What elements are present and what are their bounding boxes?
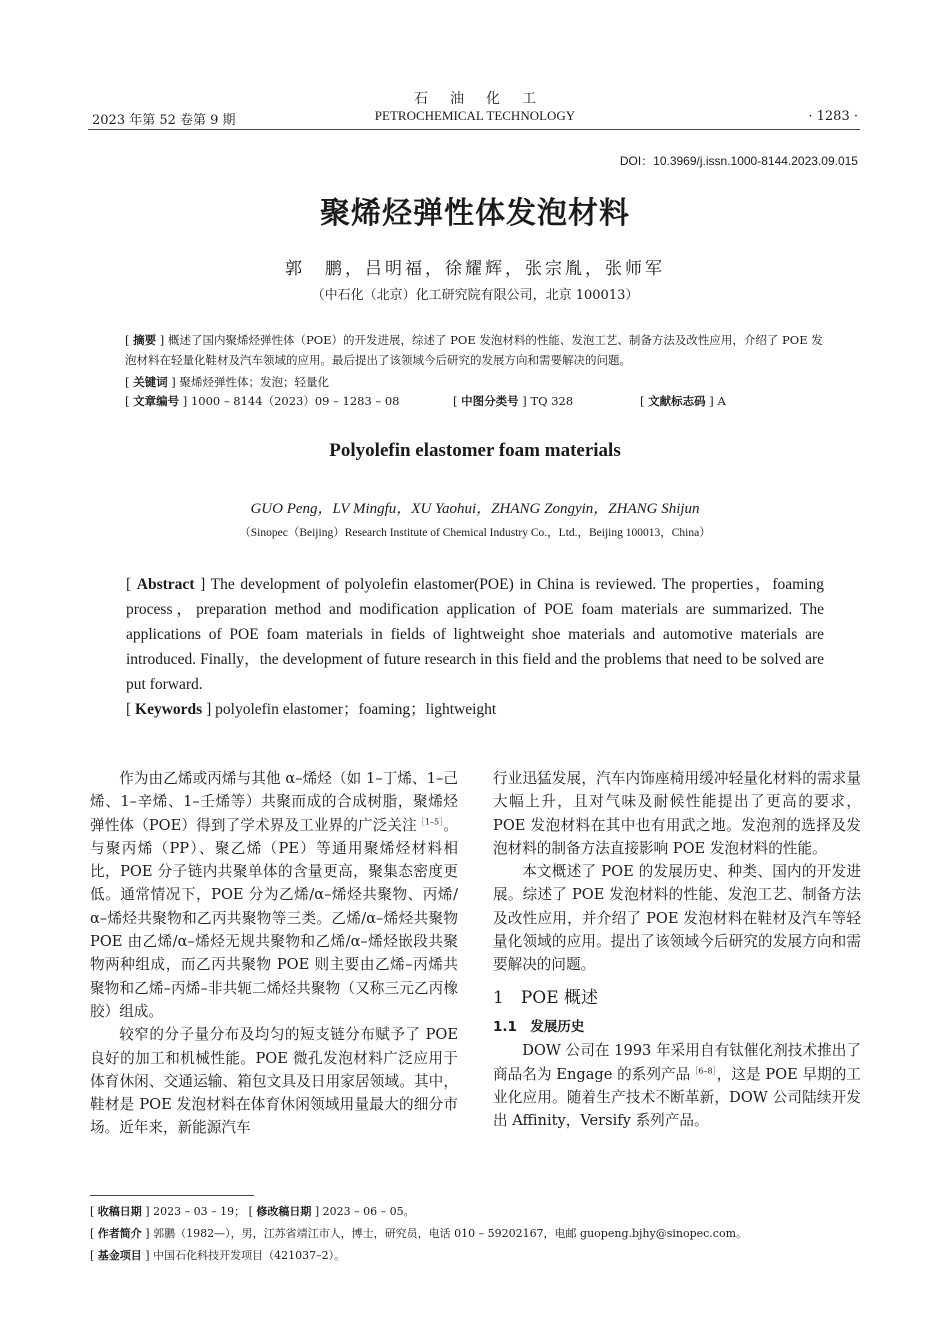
body-p5-text-b: ，这是 POE 早期的工业化应用。随着生产技术不断革新，DOW 公司陆续开发出 Affinity，Versify 系列产品。 [493,1065,862,1130]
keywords-cn: [ 关键词 ] 聚烯烃弹性体；发泡；轻量化 [125,375,329,389]
article-no: 1000 – 8144（2023）09 – 1283 – 08 [190,394,400,408]
article-no-label: 文章编号 [133,394,180,408]
citation-ref: ［6–8］ [690,1065,717,1075]
keywords-en-text: polyolefin elastomer；foaming；lightweight [215,701,497,718]
keywords-en-label: Keywords [135,701,203,718]
clc-label: 中图分类号 [461,394,519,408]
body-paragraph: 较窄的分子量分布及均匀的短支链分布赋予了 POE 良好的加工和机械性能。POE 微孔发泡材料广泛应用于体育休闲、交通运输、箱包文具及日用家居领域。其中，鞋材是 POE 发泡材料在体育休闲领域用量最大的细分市场。近年来，新能源汽车 [90,1026,458,1137]
body-p1-text-b: 。与聚丙烯（PP）、聚乙烯（PE）等通用聚烯烃材料相比，POE 分子链内共聚单体的含量更高，聚集态密度更低。通常情况下，POE 分为乙烯/α–烯烃共聚物、丙烯/α–烯烃共聚物和乙丙共聚物等三类。乙烯/α–烯烃共聚物 POE 由乙烯/α–烯烃无规共聚物和乙烯/α–烯烃嵌段共聚物两种组成，而乙丙共聚物 POE 则主要由乙烯–丙烯共聚物和乙烯–丙烯–非共轭二烯烃共聚物（又称三元乙丙橡胶）组成。 [90,816,458,1020]
body-paragraph: 本文概述了 POE 的发展历史、种类、国内的开发进展。综述了 POE 发泡材料的性能、发泡工艺、制备方法及改性应用，并介绍了 POE 发泡材料在鞋材及汽车等轻量化领域的应用。提出了该领域今后研究的发展方向和需要解决的问题。 [493,863,861,974]
abstract-cn-label: 摘要 [133,333,157,347]
affiliation-cn: （中石化（北京）化工研究院有限公司，北京 100013） [311,288,639,303]
authors-cn: 郭 鹏，吕明福，徐耀辉，张宗胤，张师军 [285,259,665,279]
body-paragraph [90,767,458,1023]
body-column-right [493,767,861,1132]
abstract-en-label: Abstract [136,576,195,593]
affiliation-en: （Sinopec（Beijing）Research Institute of Chemical Industry Co.，Ltd.，Beijing 100013，China） [239,527,711,539]
subsection-heading: 1.1 发展历史 [493,1018,585,1035]
body-paragraph [493,1039,861,1132]
body-paragraph: 行业迅猛发展，汽车内饰座椅用缓冲轻量化材料的需求量大幅上升，且对气味及耐候性能提出了更高的要求，POE 发泡材料在其中也有用武之地。发泡剂的选择及发泡材料的制备方法直接影响 POE 发泡材料的性能。 [493,770,861,857]
title-en: Polyolefin elastomer foam materials [329,440,621,461]
received-label: 收稿日期 [97,1205,142,1218]
author-label: 作者简介 [97,1227,142,1240]
journal-name-cn: 石油化工 [414,91,558,107]
fund-text: 中国石化科技开发项目（421037–2）。 [153,1249,346,1262]
doi: DOI：10.3969/j.issn.1000-8144.2023.09.015 [619,154,858,168]
fund-label: 基金项目 [97,1249,142,1262]
doc-code: A [717,394,726,408]
revised-date: 2023 – 06 – 05。 [322,1205,415,1218]
revised-label: 修改稿日期 [256,1205,312,1218]
keywords-cn-text: 聚烯烃弹性体；发泡；轻量化 [179,375,329,389]
doc-code-label: 文献标志码 [648,394,706,408]
received-date: 2023 – 03 – 19； [153,1205,246,1218]
title-cn: 聚烯烃弹性体发泡材料 [320,196,630,231]
journal-name-en: PETROCHEMICAL TECHNOLOGY [374,108,576,123]
body-p1-text-a: 作为由乙烯或丙烯与其他 α–烯烃（如 1–丁烯、1–己烯、1–辛烯、1–壬烯等）共聚而成的合成树脂，聚烯烃弹性体（POE）得到了学术界及工业界的广泛关注 [90,770,458,834]
body-p5-text-a: DOW 公司在 1993 年采用自有钛催化剂技术推出了商品名为 Engage 的系列产品 [493,1042,861,1083]
footnote-author: [ 作者简介 ] 郭鹏（1982—），男，江苏省靖江市人，博士，研究员，电话 010 – 59202167，电邮 guopeng.bjhy@sinopec.com。 [90,1227,748,1240]
footnote-rule [90,1195,254,1196]
abstract-cn-text: 概述了国内聚烯烃弹性体（POE）的开发进展，综述了 POE 发泡材料的性能、发泡工艺、制备方法及改性应用，介绍了 POE 发泡材料在轻量化鞋材及汽车领域的应用。最后提出了该领域今后研究的发展方向和需要解决的问题。 [125,333,823,367]
abstract-cn: [ 摘要 ] 概述了国内聚烯烃弹性体（POE）的开发进展，综述了 POE 发泡材料的性能、发泡工艺、制备方法及改性应用，介绍了 POE 发泡材料在轻量化鞋材及汽车领域的应用。最后提出了该领域今后研究的发展方向和需要解决的问题。 [125,333,823,367]
body-column-left [90,767,458,1140]
abstract-en-text: The development of polyolefin elastomer(POE) in China is reviewed. The properties，foaming process，preparation method and modification application of POE foam materials are summarized. The applications of POE foam materials in fields of lightweight shoe materials and automotive materials are introduced. Finally，the development of future research in this field and the problems that need to be solved are put forward. [126,576,824,693]
footnote-dates: [ 收稿日期 ] 2023 – 03 – 19； [ 修改稿日期 ] 2023 – 06 – 05。 [90,1205,415,1218]
header-rule [88,129,860,130]
keywords-en: [ Keywords ] polyolefin elastomer；foaming；lightweight [126,701,497,718]
authors-en: GUO Peng，LV Mingfu，XU Yaohui，ZHANG Zongyin，ZHANG Shijun [250,501,700,517]
journal-issue: 2023 年第 52 卷第 9 期 [92,113,236,128]
section-heading: 1 POE 概述 [493,987,599,1008]
footnote-fund: [ 基金项目 ] 中国石化科技开发项目（421037–2）。 [90,1249,346,1262]
page-number: · 1283 · [808,109,858,124]
keywords-cn-label: 关键词 [133,375,168,389]
clc: TQ 328 [530,394,574,408]
author-bio: 郭鹏（1982—），男，江苏省靖江市人，博士，研究员，电话 010 – 59202167，电邮 guopeng.bjhy@sinopec.com。 [153,1227,748,1240]
abstract-en: [ Abstract ] The development of polyolefin elastomer(POE) in China is reviewed. The properties，foaming process，preparation method and modification application of POE foam materials are summarized. The applications of POE foam materials in fields of lightweight shoe materials and automotive materials are introduced. Finally，the development of future research in this field and the problems that need to be solved are put forward. [126,576,824,693]
citation-ref: ［1–5］ [416,817,444,826]
